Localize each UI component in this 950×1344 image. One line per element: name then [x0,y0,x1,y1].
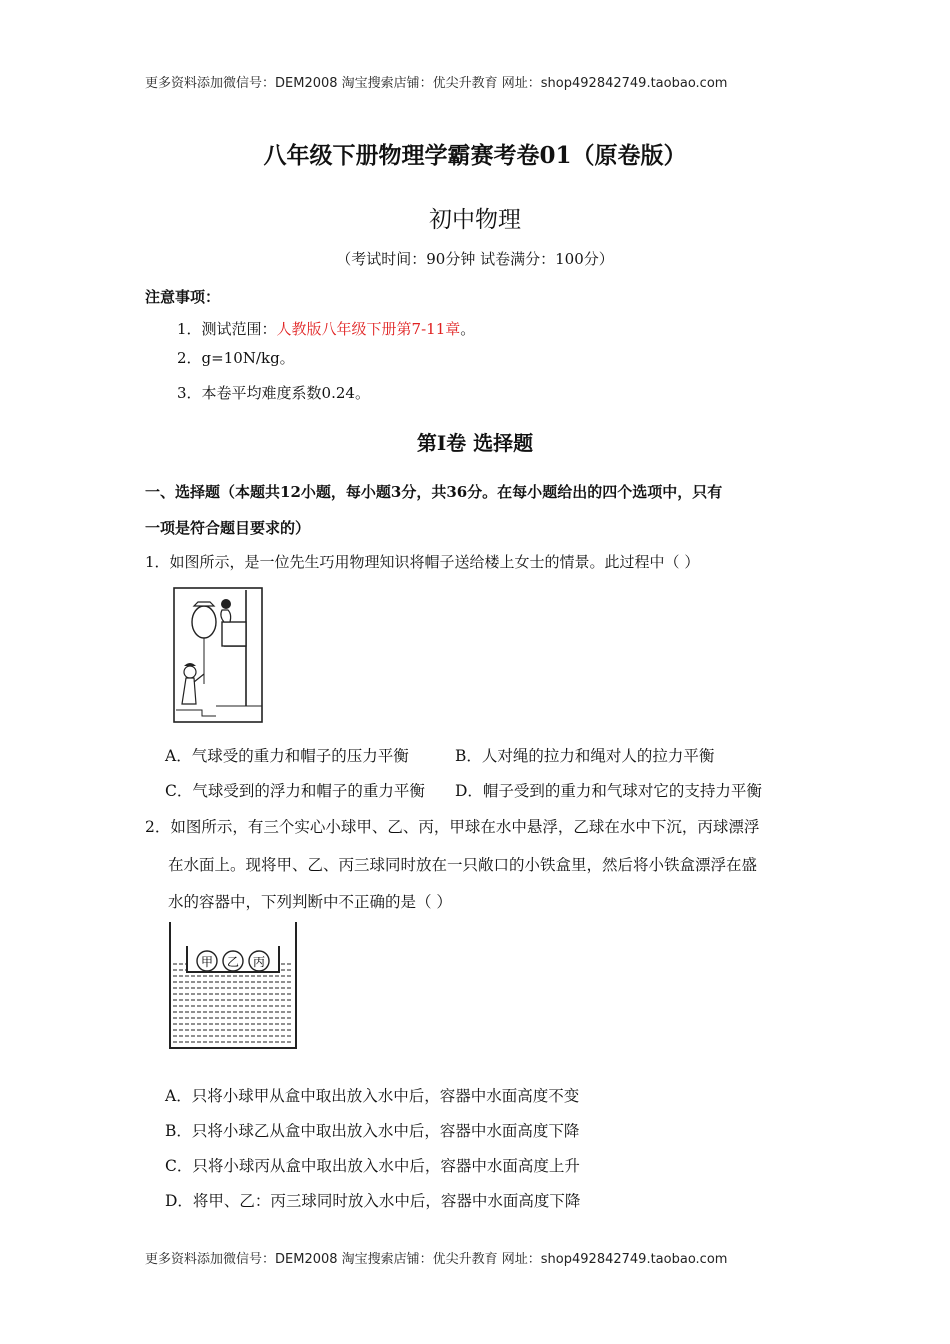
notes-item-1-prefix: 1．测试范围： [177,320,277,338]
notes-item-3: 3．本卷平均难度系数0.24。 [177,384,370,402]
q2-stem-line2: 在水面上。现将甲、乙、丙三球同时放在一只敞口的小铁盒里，然后将小铁盒漂浮在盛 [168,856,758,874]
q2-stem-line3: 水的容器中，下列判断中不正确的是（ ） [168,893,452,911]
q2-option-c: C．只将小球丙从盒中取出放入水中后，容器中水面高度上升 [165,1157,580,1175]
notes-item-2: 2．g=10N/kg。 [177,349,295,367]
q1-option-d: D．帽子受到的重力和气球对它的支持力平衡 [455,782,762,800]
q1-stem: 1．如图所示，是一位先生巧用物理知识将帽子送给楼上女士的情景。此过程中（ ） [145,553,700,571]
part-title: 第Ⅰ卷 选择题 [416,431,534,455]
page-title: 八年级下册物理学霸赛考卷01（原卷版） [263,142,687,169]
q1-option-b: B．人对绳的拉力和绳对人的拉力平衡 [455,747,715,765]
q2-option-d: D．将甲、乙：丙三球同时放入水中后，容器中水面高度下降 [165,1192,581,1210]
notes-item-1-suffix: 。 [460,320,476,338]
q2-option-b: B．只将小球乙从盒中取出放入水中后，容器中水面高度下降 [165,1122,580,1140]
q2-figure [165,922,301,1052]
q2-option-a: A．只将小球甲从盒中取出放入水中后，容器中水面高度不变 [165,1087,580,1105]
ball-yi-label: 乙 [226,955,240,969]
section-heading-line1: 一、选择题（本题共12小题，每小题3分，共36分。在每小题给出的四个选项中，只有 [145,483,723,501]
page-subtitle: 初中物理 [429,207,521,233]
q1-option-c: C．气球受到的浮力和帽子的重力平衡 [165,782,425,800]
exam-info: （考试时间：90分钟 试卷满分：100分） [336,250,614,268]
notes-item-1 [177,318,475,339]
page-footer: 更多资料添加微信号：DEM2008 淘宝搜索店铺：优尖升教育 网址：shop492842749.taobao.com [145,1252,728,1267]
notes-item-1-highlight: 人教版八年级下册第7-11章 [276,320,461,338]
q2-stem-line1: 2．如图所示，有三个实心小球甲、乙、丙，甲球在水中悬浮，乙球在水中下沉，丙球漂浮 [145,818,760,836]
ball-jia-label: 甲 [200,955,214,969]
ball-bing-label: 丙 [252,955,266,969]
q1-option-a: A．气球受的重力和帽子的压力平衡 [165,747,409,765]
page-header: 更多资料添加微信号：DEM2008 淘宝搜索店铺：优尖升教育 网址：shop492842749.taobao.com [145,76,728,91]
section-heading-line2: 一项是符合题目要求的） [145,519,311,537]
notes-heading: 注意事项： [145,288,221,306]
q1-figure [172,586,264,724]
